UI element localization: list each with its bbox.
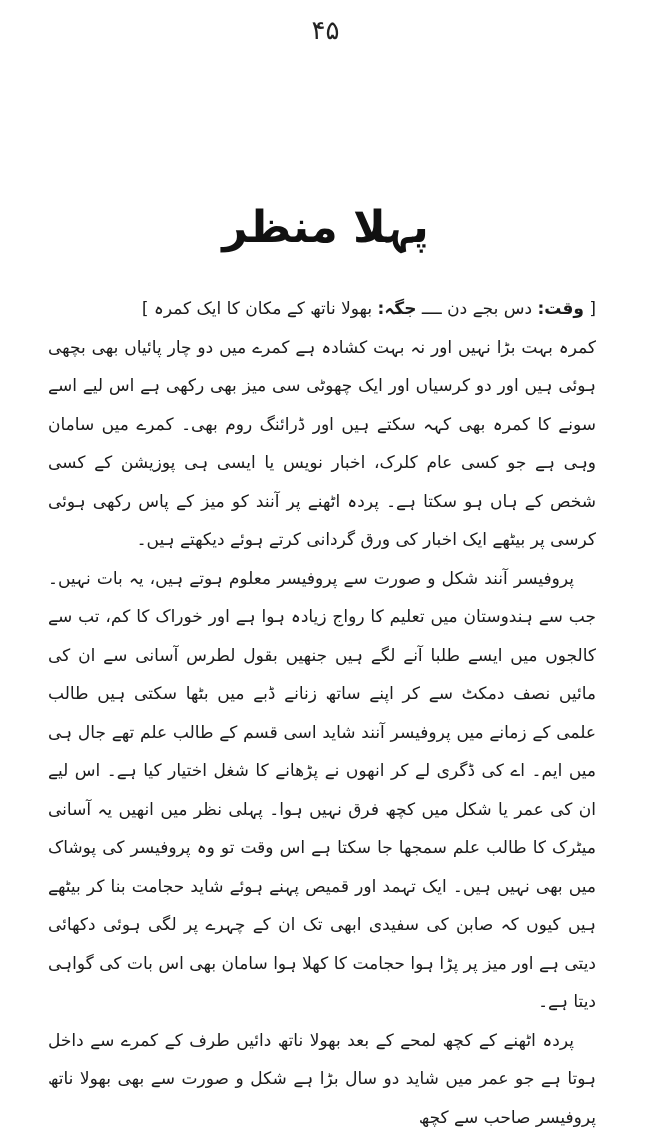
paragraph-professor-anand: پروفیسر آنند شکل و صورت سے پروفیسر معلوم ہوتے ہیں، یہ بات نہیں۔ جب سے ہندوستان میں تعلیم کا رواج زیادہ ہوا ہے اور خوراک کا کم، تب سے کالجوں میں ایسے طلبا آنے لگے ہیں جنھیں بقول لطرس آسانی سے ان کی مائیں نصف دمکٹ سے کر اپنے ساتھ زنانے ڈبے میں بٹھا سکتی ہیں طالب علمی کے زمانے میں پروفیسر آنند شاید اسی قسم کے طالب علم تھے جال ہی میں ایم۔ اے کی ڈگری لے کر انھوں نے پڑھانے کا شغل اختیار کیا ہے۔ اس لیے ان کی عمر یا شکل میں کچھ فرق نہیں ہوا۔ پہلی نظر میں انھیں یہ آسانی میٹرک کا طالب علم سمجھا جا سکتا ہے اس وقت تو وہ پروفیسر کی پوشاک میں بھی نہیں ہیں۔ ایک تہمد اور قمیص پہنے ہوئے شاید حجامت بنا کر بیٹھے ہیں کیوں کہ صابن کی سفیدی ابھی تک ان کے چہرے پر لگی ہوئی دکھائی دیتی ہے اور میز پر پڑا ہوا حجامت کا کھلا ہوا سامان بھی اس بات کی گواہی دیتا ہے۔ (48, 560, 596, 1022)
paragraph-bhola-nath-enters: پردہ اٹھنے کے کچھ لمحے کے بعد بھولا ناتھ دائیں طرف کے کمرے سے داخل ہوتا ہے جو عمر میں شاید دو سال بڑا ہے شکل و صورت سے بھی بھولا ناتھ پروفیسر صاحب سے کچھ (48, 1022, 596, 1137)
time-value: دس بجے دن ــــ (422, 299, 532, 319)
time-label: وقت: (537, 299, 584, 319)
scene-heading: پہلا منظر (0, 196, 651, 260)
body-text (48, 290, 596, 1137)
bracket-open: [ (589, 299, 596, 319)
paragraph-room-description: کمرہ بہت بڑا نہیں اور نہ بہت کشادہ ہے کمرے میں دو چار پائیاں بھی بچھی ہوئی ہیں اور دو کرسیاں اور ایک چھوٹی سی میز بھی رکھی ہے اس لیے اسے سونے کا کمرہ بھی کہہ سکتے ہیں اور ڈرائنگ روم بھی۔ کمرے میں سامان وہی ہے جو کسی عام کلرک، اخبار نویس یا ایسی ہی پوزیشن کے کسی شخص کے ہاں ہو سکتا ہے۔ پردہ اٹھنے پر آنند کو میز کے پاس رکھی ہوئی کرسی پر بیٹھے ایک اخبار کی ورق گردانی کرتے ہوئے دیکھتے ہیں۔ (48, 329, 596, 560)
place-value: بھولا ناتھ کے مکان کا ایک کمرہ (154, 299, 372, 319)
bracket-close: ] (142, 299, 149, 319)
place-label: جگہ: (378, 299, 417, 319)
stage-direction (48, 290, 596, 329)
page-number: ۴۵ (0, 14, 651, 48)
